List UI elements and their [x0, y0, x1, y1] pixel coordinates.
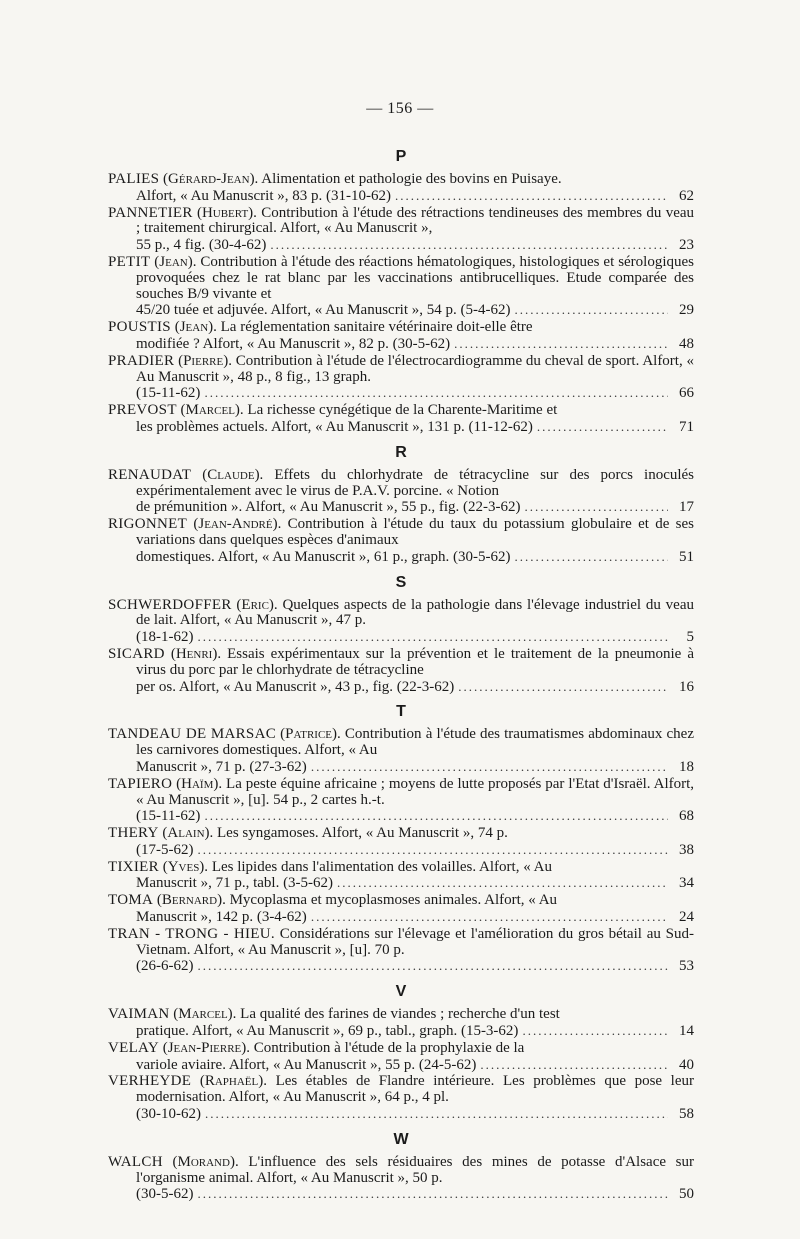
bibliography-entry [108, 1007, 694, 1040]
entry-last-line [108, 549, 694, 566]
entry-body [108, 1007, 694, 1023]
entry-author: PRADIER [108, 352, 175, 369]
entry-last-line [108, 679, 694, 696]
entry-page-number: 71 [679, 418, 694, 435]
entry-first-name: (Hubert). [196, 204, 257, 221]
entry-body [108, 403, 694, 419]
entry-citation: (30-5-62) [136, 1186, 194, 1203]
entry-author: SICARD [108, 645, 165, 662]
dot-leader [515, 549, 668, 565]
entry-first-name: (Raphaël). [199, 1073, 267, 1090]
entry-page-number: 23 [679, 237, 694, 254]
dot-leader [197, 842, 668, 858]
section-letter: S [395, 573, 407, 591]
entry-page-number: 51 [679, 548, 694, 565]
entry-first-name: (Gérard-Jean). [163, 171, 259, 187]
entry-citation: 55 p., 4 fig. (30-4-62) [136, 237, 267, 254]
entry-author: VERHEYDE [108, 1073, 192, 1090]
entry-body [108, 206, 694, 238]
entry-first-name: (Pierre). [178, 352, 232, 369]
entry-page-number: 24 [679, 909, 694, 926]
entry-first-name: (Jean). [154, 253, 197, 270]
entry-last-line [108, 842, 694, 859]
entry-title: Considérations sur l'élevage et l'amélioration du gros bétail au Sud-Vietnam. Alfort, « Au Manuscrit », [u]. 70 p. [136, 925, 695, 958]
entry-citation: modifiée ? Alfort, « Au Manuscrit », 82 p. (30-5-62) [136, 335, 451, 352]
section-letter: R [395, 443, 407, 461]
entry-page-number: 18 [679, 758, 694, 775]
entry-body [108, 777, 694, 809]
entry-author: VAIMAN [108, 1006, 170, 1023]
entry-page-number: 48 [679, 335, 694, 352]
entry-first-name: (Yves). [162, 858, 209, 875]
dot-leader [458, 679, 668, 695]
entry-last-line [108, 1186, 694, 1203]
bibliography-entry [108, 172, 694, 205]
entry-body [108, 517, 694, 549]
page-number: — 156 — [366, 100, 434, 117]
entry-title: Contribution à l'étude de l'électrocardiogramme du cheval de sport. Alfort, « Au Manuscrit », 48 p., 8 fig., 13 graph. [136, 352, 695, 385]
entry-page-number: 53 [679, 958, 694, 975]
entry-page-number: 68 [679, 808, 694, 825]
entry-citation: Alfort, « Au Manuscrit », 83 p. (31-10-62) [136, 187, 391, 204]
entry-title: La réglementation sanitaire vétérinaire doit-elle être [220, 319, 533, 336]
entry-first-name: (Alain). [162, 825, 214, 842]
entry-title: L'influence des sels résiduaires des mines de potasse d'Alsace sur l'organisme animal. Alfort, « Au Manuscrit », 50 p. [136, 1153, 695, 1186]
entry-first-name: (Marcel). [173, 1006, 237, 1023]
entry-citation: per os. Alfort, « Au Manuscrit », 43 p., fig. (22-3-62) [136, 678, 455, 695]
bibliography-entry [108, 826, 694, 859]
entry-citation: domestiques. Alfort, « Au Manuscrit », 61 p., graph. (30-5-62) [136, 548, 511, 565]
dot-leader [454, 336, 668, 352]
entry-citation: de prémunition ». Alfort, « Au Manuscrit », 55 p., fig. (22-3-62) [136, 499, 521, 516]
entry-page-number: 50 [679, 1186, 694, 1203]
entry-body [108, 598, 694, 630]
entry-citation: (18-1-62) [136, 629, 194, 646]
entry-title: Quelques aspects de la pathologie dans l'élevage industriel du veau de lait. Alfort, « Au Manuscrit », 47 p. [136, 596, 694, 629]
entry-citation: (26-6-62) [136, 958, 194, 975]
entry-title: Les lipides dans l'alimentation des volailles. Alfort, « Au [211, 858, 552, 875]
entry-title: Contribution à l'étude des rétractions tendineuses des membres du veau ; traitement chirurgical. Alfort, « Au Manuscrit », [136, 204, 695, 237]
entry-body [108, 647, 694, 679]
dot-leader [204, 385, 668, 401]
entry-page-number: 66 [679, 385, 694, 402]
entry-last-line [108, 499, 694, 516]
entry-author: TRAN - TRONG - HIEU. [108, 925, 275, 942]
bibliography-list [108, 148, 694, 1204]
bibliography-entry [108, 1041, 694, 1074]
entry-author: PALIES [108, 171, 160, 187]
section-letter: W [393, 1130, 409, 1148]
entry-last-line [108, 808, 694, 825]
entry-author: TANDEAU DE MARSAC [108, 726, 277, 743]
entry-author: POUSTIS [108, 319, 171, 336]
entry-title: Mycoplasma et mycoplasmoses animales. Alfort, « Au [229, 892, 558, 909]
dot-leader [197, 1186, 668, 1202]
bibliography-entry [108, 1074, 694, 1122]
entry-title: Les syngamoses. Alfort, « Au Manuscrit », 74 p. [217, 825, 508, 842]
entry-body [108, 1074, 694, 1106]
entry-page-number: 62 [679, 187, 694, 204]
dot-leader [270, 237, 668, 253]
entry-body [108, 727, 694, 759]
entry-title: Contribution à l'étude de la prophylaxie de la [253, 1039, 525, 1056]
entry-author: PANNETIER [108, 204, 193, 221]
entry-first-name: (Morand). [172, 1153, 239, 1170]
section-letter: P [395, 148, 407, 165]
entry-title: La qualité des farines de viandes ; recherche d'un test [240, 1006, 560, 1023]
entry-citation: (17-5-62) [136, 841, 194, 858]
entry-citation: variole aviaire. Alfort, « Au Manuscrit », 55 p. (24-5-62) [136, 1056, 477, 1073]
dot-leader [197, 958, 668, 974]
bibliography-entry [108, 206, 694, 254]
entry-first-name: (Jean-Pierre). [162, 1039, 251, 1056]
bibliography-entry [108, 255, 694, 319]
entry-last-line [108, 629, 694, 646]
entry-last-line [108, 1057, 694, 1074]
entry-citation: 45/20 tuée et adjuvée. Alfort, « Au Manuscrit », 54 p. (5-4-62) [136, 302, 511, 319]
entry-last-line [108, 909, 694, 926]
entry-title: Essais expérimentaux sur la prévention et le traitement de la pneumonie à virus du porc par le chlorhydrate de tétracycline [136, 645, 695, 678]
bibliography-entry [108, 598, 694, 646]
entry-title: Effets du chlorhydrate de tétracycline sur des porcs inoculés expérimentalement avec le virus de P.A.V. porcine. « Notion [136, 466, 695, 499]
entry-author: SCHWERDOFFER [108, 596, 232, 613]
entry-page-number: 14 [679, 1023, 694, 1040]
entry-title: La richesse cynégétique de la Charente-Maritime et [247, 402, 558, 419]
entry-first-name: (Claude). [202, 466, 264, 483]
dot-leader [197, 629, 668, 645]
entry-citation: Manuscrit », 71 p., tabl. (3-5-62) [136, 875, 334, 892]
bibliography-entry [108, 647, 694, 695]
entry-citation: (15-11-62) [136, 385, 201, 402]
dot-leader [480, 1057, 668, 1073]
entry-last-line [108, 237, 694, 254]
dot-leader [515, 302, 668, 318]
entry-first-name: (Jean). [174, 319, 217, 336]
dot-leader [522, 1023, 668, 1039]
entry-first-name: (Henri). [170, 645, 222, 662]
entry-body [108, 255, 694, 302]
entry-title: La peste équine africaine ; moyens de lutte proposés par l'Etat d'Israël. Alfort, « Au Manuscrit », [u]. 54 p., 2 cartes h.-t. [136, 775, 695, 808]
entry-author: PETIT [108, 253, 151, 270]
bibliography-entry [108, 320, 694, 353]
entry-first-name: (Marcel). [180, 402, 244, 419]
entry-author: VELAY [108, 1039, 159, 1056]
bibliography-entry [108, 927, 694, 975]
entry-citation: Manuscrit », 142 p. (3-4-62) [136, 909, 307, 926]
entry-title: Les étables de Flandre intérieure. Les problèmes que pose leur modernisation. Alfort, « Au Manuscrit », 64 p., 4 pl. [136, 1073, 694, 1106]
entry-citation: (15-11-62) [136, 808, 201, 825]
entry-body [108, 172, 694, 188]
entry-last-line [108, 1106, 694, 1123]
entry-author: RENAUDAT [108, 466, 192, 483]
entry-page-number: 58 [679, 1106, 694, 1123]
entry-first-name: (Eric). [236, 596, 278, 613]
entry-author: TIXIER [108, 858, 159, 875]
entry-last-line [108, 419, 694, 436]
dot-leader [395, 188, 668, 204]
entry-title: Contribution à l'étude du taux du potassium globulaire et de ses variations dans quelques espèces d'animaux [136, 516, 694, 548]
entry-page-number: 40 [679, 1056, 694, 1073]
dot-leader [311, 759, 668, 775]
dot-leader [311, 909, 668, 925]
section-letter: V [395, 983, 407, 1001]
bibliography-entry [108, 893, 694, 926]
entry-body [108, 1155, 694, 1187]
entry-first-name: (Bernard). [156, 892, 226, 909]
entry-title: Contribution à l'étude des réactions hématologiques, histologiques et sérologiques provoquées chez le rat blanc par les vaccinations antibrucelliques. Etude comparée des souches B/9 vivante et [136, 253, 695, 302]
bibliography-entry [108, 403, 694, 436]
entry-body [108, 354, 694, 386]
bibliography-entry [108, 860, 694, 893]
dot-leader [204, 808, 668, 824]
entry-last-line [108, 759, 694, 776]
entry-author: THERY [108, 825, 159, 842]
entry-last-line [108, 958, 694, 975]
entry-citation: (30-10-62) [136, 1106, 201, 1123]
entry-title: Contribution à l'étude des traumatismes abdominaux chez les carnivores domestiques. Alfort, « Au [136, 726, 694, 759]
entry-author: WALCH [108, 1153, 163, 1170]
entry-first-name: (Jean-André). [193, 516, 282, 533]
entry-body [108, 927, 694, 959]
bibliography-entry [108, 354, 694, 402]
entry-citation: les problèmes actuels. Alfort, « Au Manuscrit », 131 p. (11-12-62) [136, 418, 533, 435]
entry-first-name: (Haïm). [176, 775, 223, 792]
entry-page-number: 16 [679, 678, 694, 695]
entry-citation: pratique. Alfort, « Au Manuscrit », 69 p., tabl., graph. (15-3-62) [136, 1023, 519, 1040]
entry-page-number: 17 [679, 499, 694, 516]
entry-body [108, 860, 694, 876]
entry-title: Alimentation et pathologie des bovins en Puisaye. [261, 171, 562, 187]
entry-author: TAPIERO [108, 775, 173, 792]
entry-body [108, 468, 694, 500]
entry-author: RIGONNET [108, 516, 188, 533]
bibliography-entry [108, 517, 694, 565]
section-letter: T [396, 703, 406, 721]
bibliography-entry [108, 777, 694, 825]
entry-body [108, 320, 694, 336]
entry-page-number: 38 [679, 841, 694, 858]
bibliography-entry [108, 1155, 694, 1203]
entry-citation: Manuscrit », 71 p. (27-3-62) [136, 758, 307, 775]
entry-last-line [108, 302, 694, 319]
entry-author: TOMA [108, 892, 154, 909]
entry-body [108, 1041, 694, 1057]
entry-last-line [108, 1023, 694, 1040]
entry-last-line [108, 336, 694, 353]
entry-body [108, 826, 694, 842]
dot-leader [337, 875, 668, 891]
entry-first-name: (Patrice). [280, 726, 341, 743]
dot-leader [537, 419, 668, 435]
entry-page-number: 5 [686, 629, 694, 646]
bibliography-entry [108, 468, 694, 516]
dot-leader [205, 1106, 668, 1122]
bibliography-entry [108, 727, 694, 775]
entry-last-line [108, 385, 694, 402]
entry-page-number: 34 [679, 875, 694, 892]
entry-last-line [108, 875, 694, 892]
entry-author: PREVOST [108, 402, 177, 419]
entry-body [108, 893, 694, 909]
dot-leader [525, 499, 668, 515]
entry-page-number: 29 [679, 302, 694, 319]
entry-last-line [108, 188, 694, 205]
